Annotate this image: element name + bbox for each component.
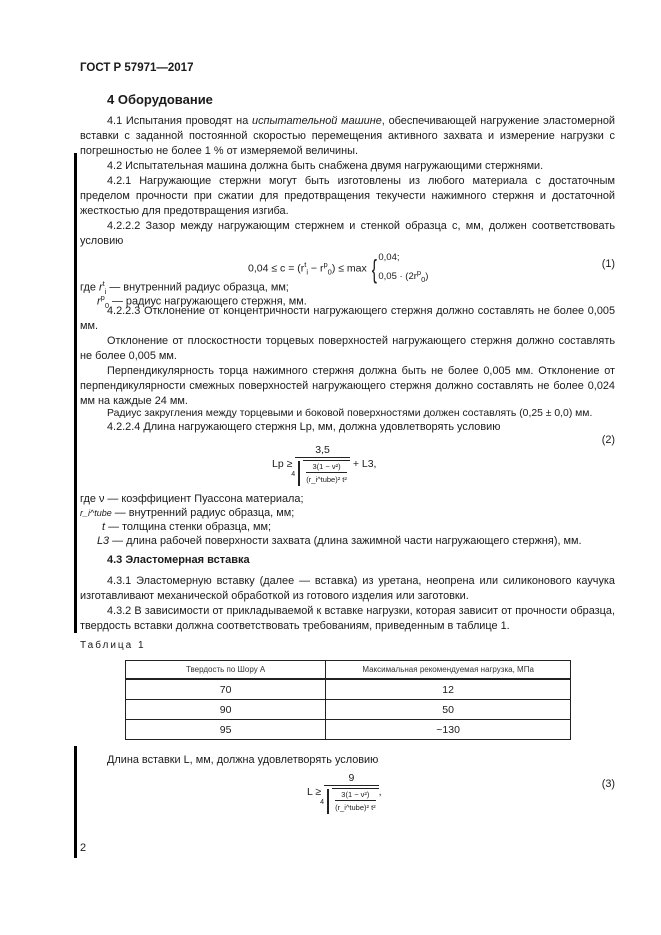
paragraph-insert-length: Длина вставки L, мм, должна удовлетворять условию	[107, 754, 379, 766]
page-number: 2	[80, 842, 87, 854]
definition-row: где $r^t_i$ — внутренний радиус образца, мм;	[80, 279, 289, 296]
paragraph-perpendicularity: Перпендикулярность торца нажимного стержня должна быть не более 0,005 мм. Отклонение от перпендикулярности смежных поверхностей нагружающего стержня должно составлять не более 0,024 мм на каждые 24 мм.	[80, 365, 615, 407]
formula-2: Lp ≥ 3,5 4 $\frac{\text{3(1 − ν²)}}{\text{(r\_i\textasciicircum{}tube)² t²}}$ + L3,	[272, 444, 377, 484]
equation-number: (1)	[601, 258, 615, 270]
change-bar	[74, 153, 77, 633]
equation-number: (2)	[601, 434, 615, 446]
paragraph-4-1	[80, 114, 615, 159]
paragraph-radius: Радиус закругления между торцевыми и боковой поверхностями должен составлять (0,25 ± 0,0) мм.	[107, 408, 593, 419]
cell: ~130	[326, 720, 571, 740]
formula-1: $0,04 \le c = (r^t_i - r^p_0) \le \max$ { 0,04; $0,05 \cdot (2r^p_0)$	[248, 252, 429, 285]
paragraph-4-2-2-2: 4.2.2.2 Зазор между нагружающим стержнем и стенкой образца c, мм, должен соответствовать условию	[80, 220, 615, 247]
definition-row: где ν — коэффициент Пуассона материала;	[80, 493, 304, 505]
document-header: ГОСТ Р 57971—2017	[80, 62, 194, 74]
cell: 50	[326, 700, 571, 720]
emphasis: испытательной машине	[252, 115, 382, 127]
table-row	[126, 720, 571, 740]
definition-row: r_i^tube — внутренний радиус образца, мм;	[80, 507, 295, 519]
table-row	[126, 679, 571, 700]
definition-row: L3 — длина рабочей поверхности захвата (длина зажимной части нагружающего стержня), мм.	[97, 535, 582, 547]
paragraph-4-3-2: 4.3.2 В зависимости от прикладываемой к вставке нагрузки, которая зависит от прочности образца, твердость вставки должна соответствовать требованиям, приведенным в таблице 1.	[80, 605, 615, 632]
table-row	[126, 700, 571, 720]
definition-row: t — толщина стенки образца, мм;	[102, 521, 272, 533]
paragraph-4-2: 4.2 Испытательная машина должна быть снабжена двумя нагружающими стержнями.	[107, 160, 544, 172]
section-heading: 4 Оборудование	[107, 92, 213, 107]
definition-row: $r^p_0$ — радиус нагружающего стержня, мм.	[97, 293, 307, 310]
table-caption: Таблица 1	[80, 640, 146, 651]
subsection-heading: 4.3 Эластомерная вставка	[107, 554, 250, 566]
hardness-table	[125, 660, 571, 740]
brace: {	[371, 253, 377, 284]
column-header: Максимальная рекомендуемая нагрузка, МПа	[326, 661, 571, 680]
cell: 95	[126, 720, 326, 740]
cell: 90	[126, 700, 326, 720]
equation-number: (3)	[601, 778, 615, 790]
text: 4.1 Испытания проводят на	[107, 115, 253, 127]
paragraph-4-3-1: 4.3.1 Эластомерную вставку (далее — вставка) из уретана, неопрена или силиконового каучука изготавливают механической обработкой из готового изделия или заготовки.	[80, 575, 615, 602]
paragraph-flatness: Отклонение от плоскостности торцевых поверхностей нагружающего стержня должно составлять не более 0,005 мм.	[80, 335, 615, 362]
formula-3: L ≥ 9 4 $\frac{\text{3(1 − ν²)}}{\text{(r\_i\textasciicircum{}tube)² t²}}$ ,	[307, 772, 382, 812]
text: , обеспечивающей нагружение эластомерной вставки с заданной постоянной скоростью перемещения активного захвата и измерение нагрузки с погрешностью не более 1 % от измеряемой величины.	[80, 115, 615, 157]
cell: 70	[126, 679, 326, 700]
paragraph-4-2-2-3: 4.2.2.3 Отклонение от концентричности нагружающего стержня должно составлять не более 0,005 мм.	[80, 305, 615, 332]
cell: 12	[326, 679, 571, 700]
paragraph-4-2-1: 4.2.1 Нагружающие стержни могут быть изготовлены из любого материала с достаточным пределом прочности при сжатии для предотвращения текучести нажимного стержня и достаточной жесткостью для предотвращения изгиба.	[80, 175, 615, 217]
paragraph-4-2-2-4: 4.2.2.4 Длина нагружающего стержня Lp, мм, должна удовлетворять условию	[107, 421, 501, 433]
change-bar	[74, 746, 77, 858]
table-header-row	[126, 661, 571, 680]
column-header: Твердость по Шору A	[126, 661, 326, 680]
